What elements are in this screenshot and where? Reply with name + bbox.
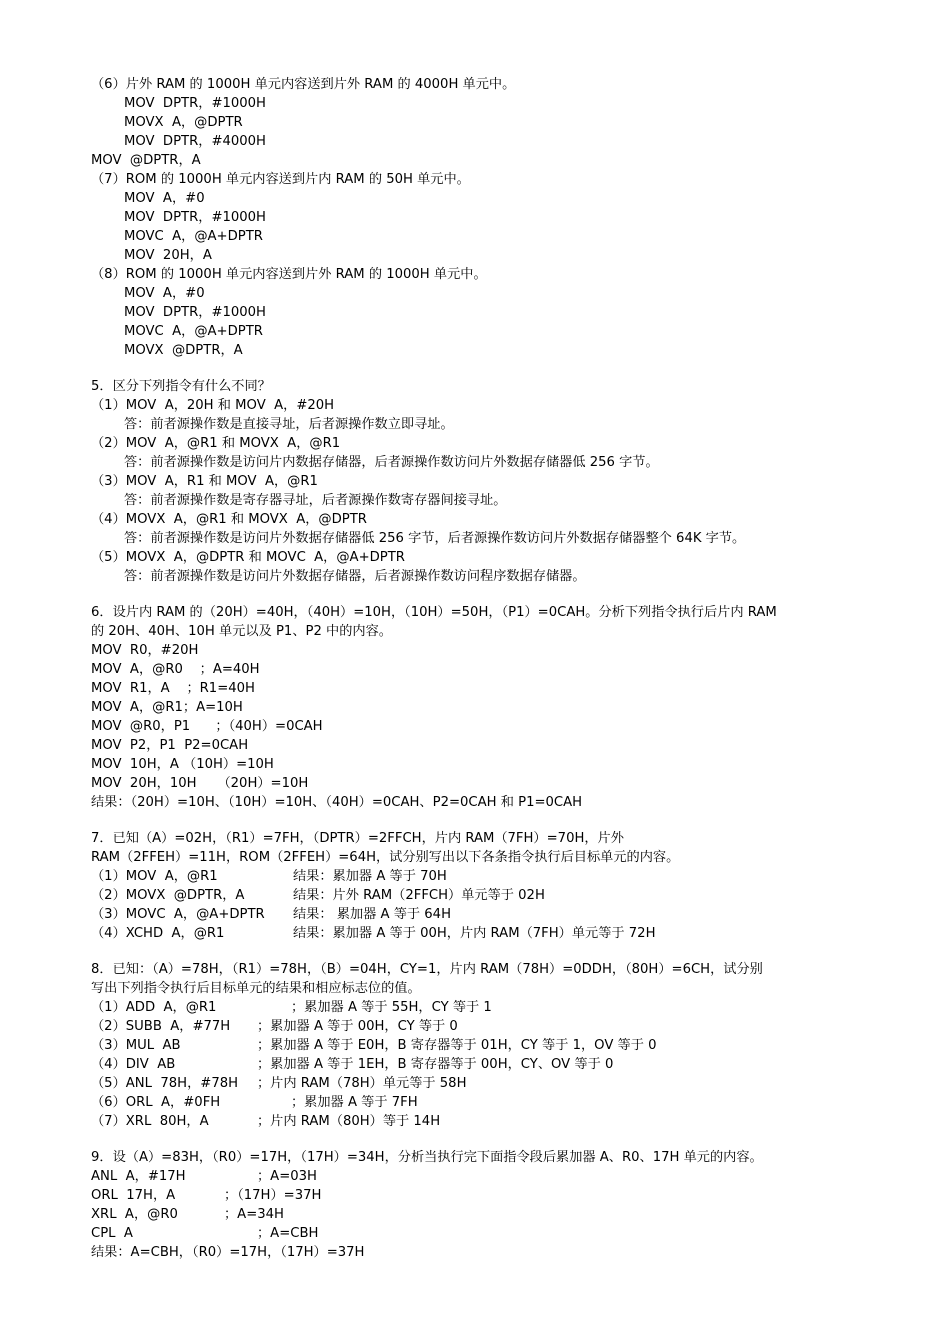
code-line: MOV R1，A ；R1=40H xyxy=(91,681,255,696)
q8-instruction: （6）ORL A，#0FH xyxy=(91,1095,221,1110)
code-line: MOVC A，@A+DPTR xyxy=(124,324,263,339)
q7-result: 结果： 累加器 A 等于 64H xyxy=(293,907,451,922)
code-line: MOV @R0，P1 ；（40H）=0CAH xyxy=(91,719,323,734)
q5-heading: 5．区分下列指令有什么不同？ xyxy=(91,379,271,394)
q9-instruction: ORL 17H，A xyxy=(91,1188,176,1203)
code-line: MOV R0，#20H xyxy=(91,643,199,658)
q7-instruction: （4）XCHD A，@R1 xyxy=(91,926,225,941)
q8-result: ；累加器 A 等于 55H，CY 等于 1 xyxy=(291,1000,492,1015)
q5-item: （3）MOV A，R1 和 MOV A，@R1 xyxy=(91,474,318,489)
q5-answer: 答：前者源操作数是访问片内数据存储器，后者源操作数访问片外数据存储器低 256 字节。 xyxy=(124,455,659,470)
code-line: MOV 20H，10H （20H）=10H xyxy=(91,776,309,791)
q8-result: ；累加器 A 等于 1EH，B 寄存器等于 00H，CY、OV 等于 0 xyxy=(257,1057,614,1072)
q9-comment: ；A=34H xyxy=(224,1207,284,1222)
code-line: MOV A，@R0 ；A=40H xyxy=(91,662,260,677)
code-line: MOV DPTR，#4000H xyxy=(124,134,266,149)
q9-comment: ；A=CBH xyxy=(257,1226,319,1241)
q6-heading-cont: 的 20H、40H、10H 单元以及 P1、P2 中的内容。 xyxy=(91,624,392,639)
q9-heading: 9．设（A）=83H，（R0）=17H，（17H）=34H，分析当执行完下面指令段后累加器 A、R0、17H 单元的内容。 xyxy=(91,1150,763,1165)
q7-instruction: （3）MOVC A，@A+DPTR xyxy=(91,907,265,922)
q9-result: 结果：A=CBH，（R0）=17H，（17H）=37H xyxy=(91,1245,365,1260)
q5-item: （5）MOVX A，@DPTR 和 MOVC A，@A+DPTR xyxy=(91,550,405,565)
q4-item7-heading: （7）ROM 的 1000H 单元内容送到片内 RAM 的 50H 单元中。 xyxy=(91,172,470,187)
q7-result: 结果：累加器 A 等于 00H，片内 RAM（7FH）单元等于 72H xyxy=(293,926,656,941)
code-line: MOV @DPTR，A xyxy=(91,153,201,168)
code-line: MOV A，@R1；A=10H xyxy=(91,700,243,715)
q8-instruction: （4）DIV AB xyxy=(91,1057,176,1072)
q7-heading-cont: RAM（2FFEH）=11H，ROM（2FFEH）=64H，试分别写出以下各条指令执行后目标单元的内容。 xyxy=(91,850,680,865)
q8-instruction: （1）ADD A，@R1 xyxy=(91,1000,217,1015)
code-line: MOV A，#0 xyxy=(124,191,205,206)
q8-instruction: （2）SUBB A，#77H xyxy=(91,1019,231,1034)
code-line: MOVX @DPTR，A xyxy=(124,343,243,358)
q9-instruction: ANL A，#17H xyxy=(91,1169,186,1184)
code-line: MOV A，#0 xyxy=(124,286,205,301)
q5-answer: 答：前者源操作数是直接寻址，后者源操作数立即寻址。 xyxy=(124,417,454,432)
q9-instruction: CPL A xyxy=(91,1226,133,1241)
code-line: MOV DPTR，#1000H xyxy=(124,96,266,111)
code-line: MOVX A，@DPTR xyxy=(124,115,243,130)
q4-item8-heading: （8）ROM 的 1000H 单元内容送到片外 RAM 的 1000H 单元中。 xyxy=(91,267,487,282)
q9-comment: ；（17H）=37H xyxy=(224,1188,322,1203)
q5-item: （1）MOV A，20H 和 MOV A，#20H xyxy=(91,398,335,413)
q5-answer: 答：前者源操作数是访问片外数据存储器低 256 字节，后者源操作数访问片外数据存储器整个 64K 字节。 xyxy=(124,531,746,546)
q8-instruction: （5）ANL 78H，#78H xyxy=(91,1076,239,1091)
q8-result: ；累加器 A 等于 00H，CY 等于 0 xyxy=(257,1019,458,1034)
code-line: MOV 10H，A （10H）=10H xyxy=(91,757,274,772)
q8-result: ；片内 RAM（80H）等于 14H xyxy=(257,1114,441,1129)
code-line: MOV 20H，A xyxy=(124,248,212,263)
q9-comment: ；A=03H xyxy=(257,1169,317,1184)
code-line: MOV DPTR，#1000H xyxy=(124,210,266,225)
q5-item: （4）MOVX A，@R1 和 MOVX A，@DPTR xyxy=(91,512,367,527)
q8-result: ；累加器 A 等于 7FH xyxy=(291,1095,418,1110)
q9-instruction: XRL A，@R0 xyxy=(91,1207,178,1222)
q6-result: 结果：（20H）=10H、（10H）=10H、（40H）=0CAH、P2=0CAH 和 P1=0CAH xyxy=(91,795,583,810)
q5-answer: 答：前者源操作数是寄存器寻址，后者源操作数寄存器间接寻址。 xyxy=(124,493,507,508)
code-line: MOVC A，@A+DPTR xyxy=(124,229,263,244)
code-line: MOV P2，P1 P2=0CAH xyxy=(91,738,249,753)
q7-instruction: （1）MOV A，@R1 xyxy=(91,869,218,884)
q7-result: 结果：片外 RAM（2FFCH）单元等于 02H xyxy=(293,888,545,903)
q7-instruction: （2）MOVX @DPTR，A xyxy=(91,888,245,903)
q5-item: （2）MOV A，@R1 和 MOVX A，@R1 xyxy=(91,436,341,451)
q4-item6-heading: （6）片外 RAM 的 1000H 单元内容送到片外 RAM 的 4000H 单元中。 xyxy=(91,77,516,92)
code-line: MOV DPTR，#1000H xyxy=(124,305,266,320)
q7-result: 结果：累加器 A 等于 70H xyxy=(293,869,447,884)
q8-heading-cont: 写出下列指令执行后目标单元的结果和相应标志位的值。 xyxy=(91,981,421,996)
q5-answer: 答：前者源操作数是访问片外数据存储器，后者源操作数访问程序数据存储器。 xyxy=(124,569,586,584)
q8-result: ；片内 RAM（78H）单元等于 58H xyxy=(257,1076,467,1091)
q8-result: ；累加器 A 等于 E0H，B 寄存器等于 01H，CY 等于 1，OV 等于 0 xyxy=(257,1038,657,1053)
q8-instruction: （7）XRL 80H，A xyxy=(91,1114,209,1129)
q6-heading: 6．设片内 RAM 的（20H）=40H，（40H）=10H，（10H）=50H，（P1）=0CAH。分析下列指令执行后片内 RAM xyxy=(91,605,777,620)
q8-heading: 8．已知：（A）=78H，（R1）=78H，（B）=04H，CY=1，片内 RAM（78H）=0DDH，（80H）=6CH，试分别 xyxy=(91,962,763,977)
q7-heading: 7．已知（A）=02H，（R1）=7FH，（DPTR）=2FFCH，片内 RAM（7FH）=70H，片外 xyxy=(91,831,624,846)
q8-instruction: （3）MUL AB xyxy=(91,1038,181,1053)
